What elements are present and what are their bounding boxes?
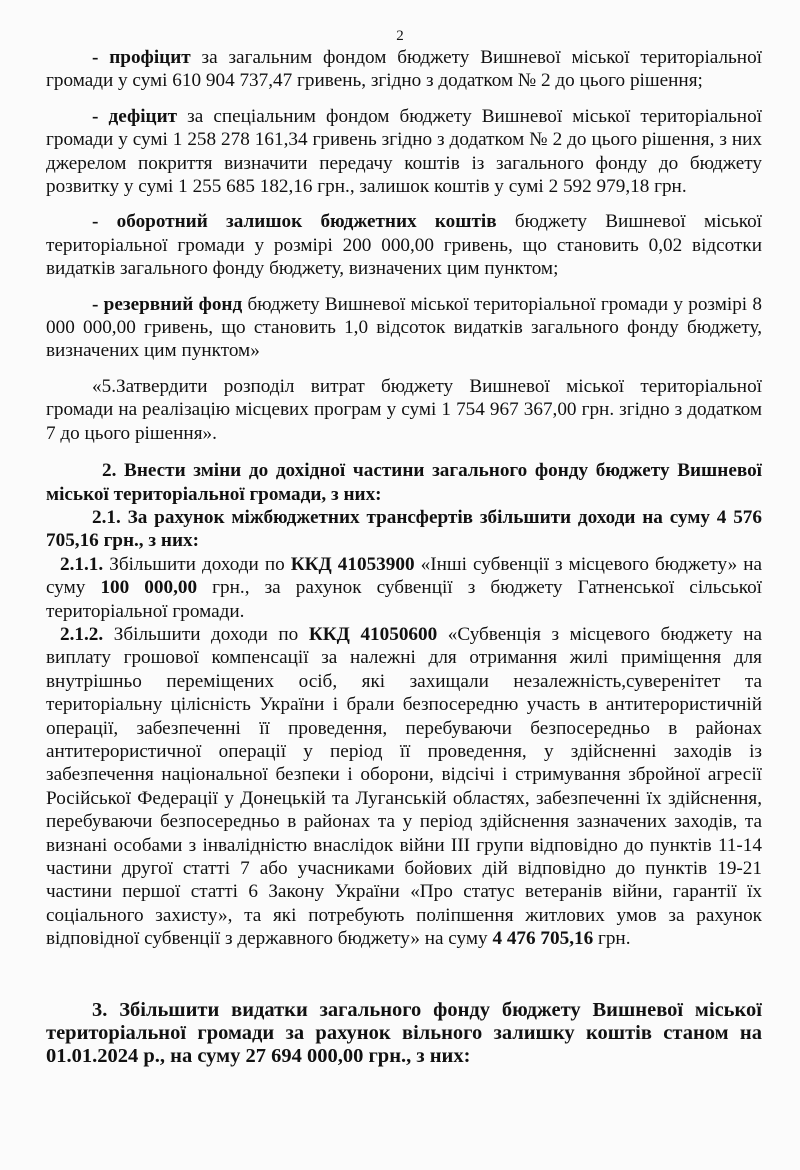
kkd-code: ККД 41053900 [290, 553, 415, 575]
paragraph-text: «Інші субвенції з місцевого бюджету» на суму [46, 553, 763, 599]
section-2-text: 2. Внести зміни до дохідної частини загального фонду бюджету Вишневої міської територіальної громади, з них: [46, 460, 762, 505]
paragraph-text: Збільшити доходи по [103, 623, 309, 645]
sum-value: 100 000,00 [100, 577, 198, 599]
term-deficit: дефіцит [108, 105, 178, 127]
paragraph-text: грн. [593, 928, 631, 950]
item-dash: - [92, 211, 117, 233]
page-number: 2 [396, 28, 404, 44]
item-dash: - [92, 105, 109, 127]
section-2-1-1 [46, 553, 762, 623]
item-number: 2.1.2. [60, 623, 104, 645]
item-number: 2.1.1. [60, 553, 104, 575]
term-rezerv: резервний фонд [103, 293, 243, 315]
section-2-1-2 [46, 623, 762, 951]
term-proficit: профіцит [109, 47, 191, 68]
section-2-heading [46, 459, 762, 506]
paragraph-rezerv [46, 293, 762, 363]
section-2-1-text: 2.1. За рахунок міжбюджетних трансфертів збільшити доходи на суму 4 576 705,16 грн., з них: [46, 506, 762, 552]
sum-value: 4 476 705,16 [492, 928, 594, 950]
paragraph-text: грн., за рахунок субвенції з бюджету Гатненської сільської територіальної громади. [46, 577, 763, 622]
section-2-1-heading [46, 506, 762, 553]
item-dash: - [92, 47, 110, 68]
paragraph-text: бюджету Вишневої міської територіальної громади у розмірі 200 000,00 гривень, що становить 0,02 відсотки видатків загального фонду бюджету, визначених цим пунктом; [46, 211, 763, 280]
paragraph-proficit [46, 46, 762, 93]
paragraph-5: «5.Затвердити розподіл витрат бюджету Вишневої міської територіальної громади на реалізацію місцевих програм у сумі 1 754 967 367,00 грн. згідно з додатком 7 до цього рішення». [46, 375, 762, 444]
paragraph-text: за спеціальним фондом бюджету Вишневої міської територіальної громади у сумі 1 258 278 161,34 гривень згідно з додатком № 2 до цього рішення, з них джерелом покриття визначити передачу коштів із загального фонду до бюджету розвитку у сумі 1 255 685 182,16 грн., залишок коштів у сумі 2 592 979,18 грн. [46, 105, 763, 198]
paragraph-deficit [46, 105, 762, 199]
paragraph-text: бюджету Вишневої міської територіальної громади у розмірі 8 000 000,00 гривень, що становить 1,0 відсоток видатків загального фонду бюджету, визначених цим пунктом» [46, 293, 762, 362]
section-3-text: 3. Збільшити видатки загального фонду бюджету Вишневої міської територіальної громади за рахунок вільного залишку коштів станом на 01.01.2024 р., на суму 27 694 000,00 грн., з них: [46, 998, 762, 1068]
term-zalyshok: оборотний залишок бюджетних коштів [116, 211, 497, 233]
document-body [46, 46, 762, 1069]
item-dash: - [92, 293, 104, 315]
paragraph-text: за загальним фондом бюджету Вишневої міської територіальної громади у сумі 610 904 737,47 гривень, згідно з додатком № 2 до цього рішення; [46, 47, 762, 92]
paragraph-text: «Субвенція з місцевого бюджету на виплату грошової компенсації за належні для отримання жилі приміщення для внутрішньо переміщених осіб, які захищали незалежність,суверенітет та територіальну цілісність України і брали безпосередню участь в антитерористичній операції, забезпеченні її проведення, перебуваючи безпосередньо в районах антитерористичної операції у період її проведення, у здійсненні заходів із забезпечення національної безпеки і оборони, відсічі і стримування збройної агресії Російської Федерації у Донецькій та Луганській областях, забезпеченні їх здійснення, перебуваючи безпосередньо в районах та у період здійснення зазначених заходів, та визнані особами з інвалідністю внаслідок війни III групи відповідно до пунктів 11-14 частини другої статті 7 або учасниками бойових дій відповідно до пунктів 19-21 частини першої статті 6 Закону України «Про статус ветеранів війни, гарантії їх соціального захисту», та які потребують поліпшення житлових умов за рахунок відповідної субвенції з державного бюджету» на суму [46, 623, 763, 950]
paragraph-text: Збільшити доходи по [103, 553, 291, 575]
section-3-heading [46, 999, 762, 1069]
kkd-code: ККД 41050600 [308, 623, 438, 645]
paragraph-zalyshok [46, 210, 762, 280]
